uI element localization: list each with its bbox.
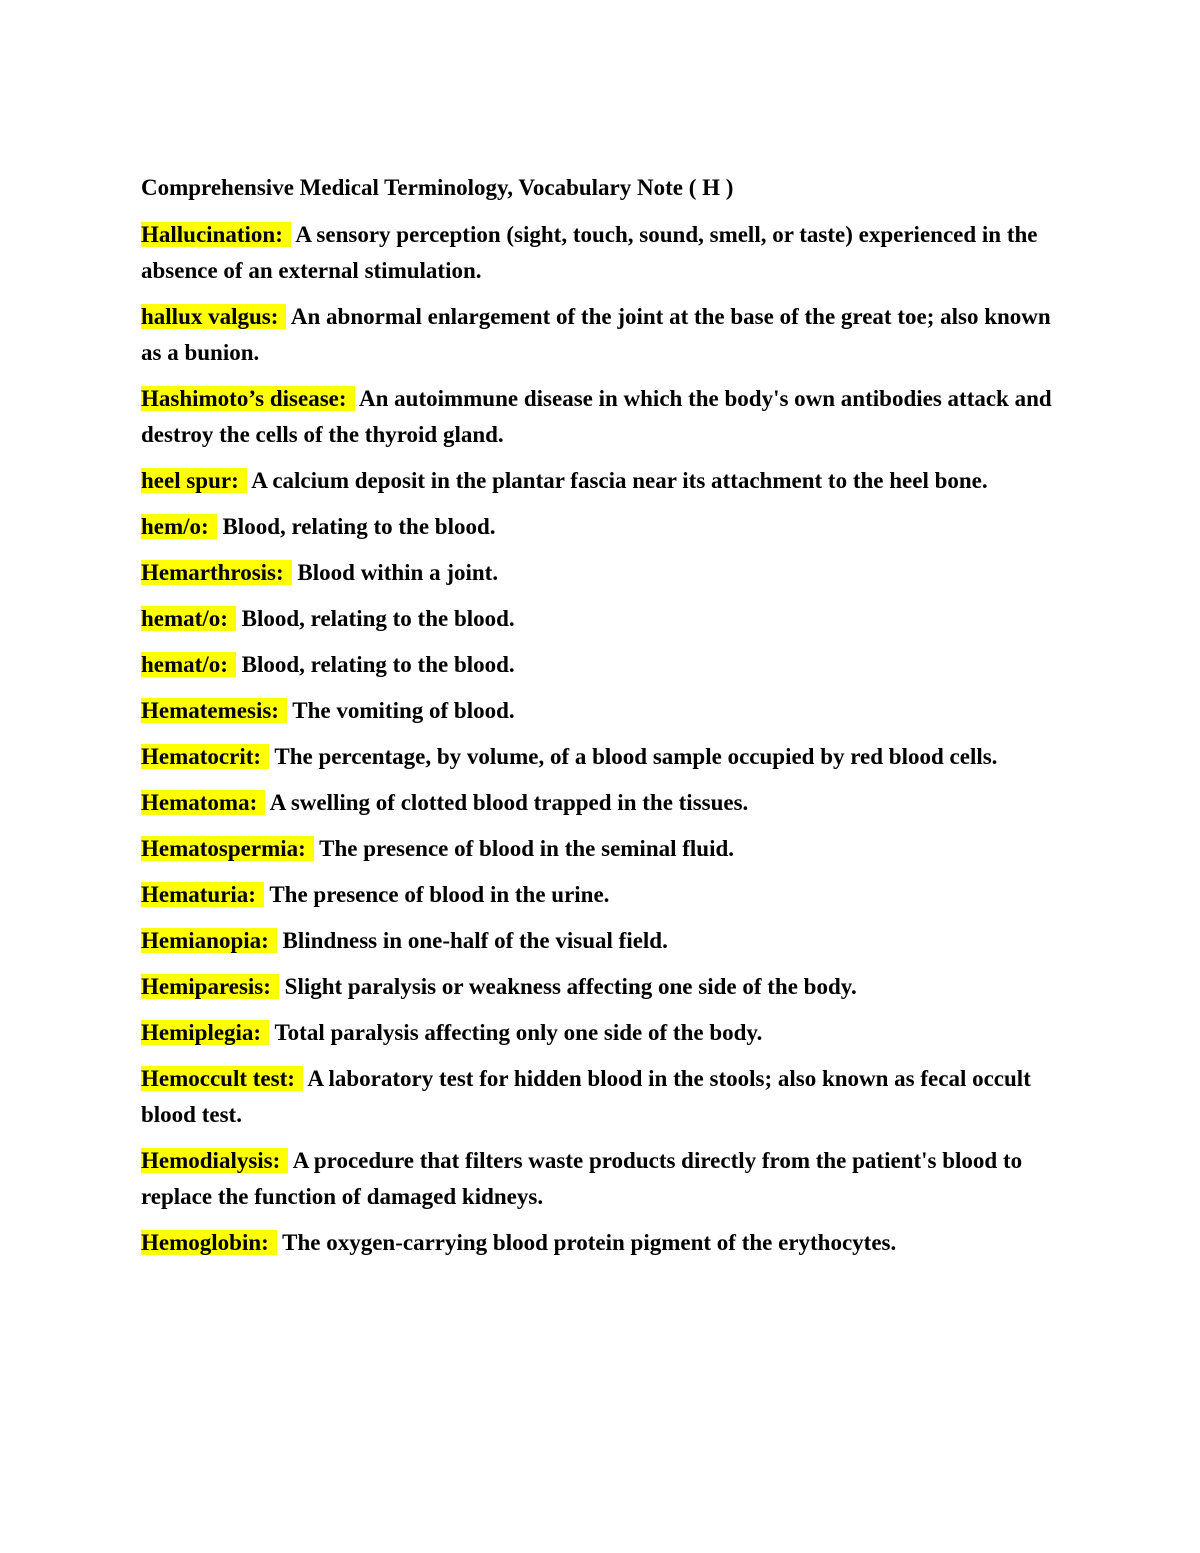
vocabulary-entry <box>141 1015 1066 1051</box>
term-definition: A laboratory test for hidden blood in the stools; also known as fecal occult blood test. <box>141 1066 1031 1127</box>
vocabulary-entry <box>141 923 1066 959</box>
vocabulary-entry <box>141 1061 1066 1133</box>
vocabulary-entry <box>141 877 1066 913</box>
vocabulary-entry <box>141 739 1066 775</box>
highlighted-term: hemat/o: <box>141 652 236 677</box>
term-definition: The oxygen-carrying blood protein pigment of the erythocytes. <box>282 1230 897 1255</box>
vocabulary-entry <box>141 831 1066 867</box>
term-definition: Blindness in one-half of the visual field. <box>282 928 668 953</box>
vocabulary-entry <box>141 969 1066 1005</box>
highlighted-term: Hematuria: <box>141 882 264 907</box>
term-definition: Blood, relating to the blood. <box>241 606 515 631</box>
highlighted-term: Hemoglobin: <box>141 1230 277 1255</box>
highlighted-term: Hematemesis: <box>141 698 287 723</box>
vocabulary-entry <box>141 1225 1066 1261</box>
vocabulary-entry <box>141 217 1066 289</box>
term-definition: A sensory perception (sight, touch, sound, smell, or taste) experienced in the absence of an external stimulation. <box>141 222 1038 283</box>
highlighted-term: Hemoccult test: <box>141 1066 303 1091</box>
highlighted-term: hem/o: <box>141 514 217 539</box>
term-definition: Blood, relating to the blood. <box>241 652 515 677</box>
vocabulary-entry <box>141 381 1066 453</box>
vocabulary-entry <box>141 1143 1066 1215</box>
vocabulary-entry <box>141 555 1066 591</box>
highlighted-term: Hemianopia: <box>141 928 277 953</box>
vocabulary-entry <box>141 693 1066 729</box>
document-title: Comprehensive Medical Terminology, Vocabulary Note ( H ) <box>141 175 734 200</box>
term-definition: Blood within a joint. <box>297 560 499 585</box>
vocabulary-entry <box>141 509 1066 545</box>
term-definition: An autoimmune disease in which the body's own antibodies attack and destroy the cells of the thyroid gland. <box>141 386 1052 447</box>
term-definition: The presence of blood in the seminal fluid. <box>319 836 735 861</box>
term-definition: The percentage, by volume, of a blood sample occupied by red blood cells. <box>274 744 998 769</box>
term-definition: The presence of blood in the urine. <box>269 882 610 907</box>
term-definition: An abnormal enlargement of the joint at the base of the great toe; also known as a bunion. <box>141 304 1051 365</box>
highlighted-term: Hemiparesis: <box>141 974 279 999</box>
term-definition: Blood, relating to the blood. <box>222 514 496 539</box>
highlighted-term: Hemodialysis: <box>141 1148 288 1173</box>
document-body <box>141 170 1066 1271</box>
term-definition: A calcium deposit in the plantar fascia near its attachment to the heel bone. <box>251 468 988 493</box>
highlighted-term: Hematospermia: <box>141 836 314 861</box>
highlighted-term: Hematocrit: <box>141 744 269 769</box>
vocabulary-entry <box>141 785 1066 821</box>
vocabulary-entry <box>141 299 1066 371</box>
term-definition: Total paralysis affecting only one side of the body. <box>274 1020 763 1045</box>
highlighted-term: hallux valgus: <box>141 304 286 329</box>
vocabulary-entry <box>141 647 1066 683</box>
term-definition: The vomiting of blood. <box>292 698 515 723</box>
highlighted-term: hemat/o: <box>141 606 236 631</box>
highlighted-term: heel spur: <box>141 468 247 493</box>
vocabulary-entry <box>141 463 1066 499</box>
vocabulary-list <box>141 217 1066 1261</box>
term-definition: Slight paralysis or weakness affecting one side of the body. <box>284 974 857 999</box>
vocabulary-entry <box>141 601 1066 637</box>
highlighted-term: Hemarthrosis: <box>141 560 292 585</box>
highlighted-term: Hematoma: <box>141 790 265 815</box>
highlighted-term: Hallucination: <box>141 222 291 247</box>
highlighted-term: Hemiplegia: <box>141 1020 269 1045</box>
term-definition: A swelling of clotted blood trapped in the tissues. <box>269 790 749 815</box>
highlighted-term: Hashimoto’s disease: <box>141 386 355 411</box>
term-definition: A procedure that filters waste products directly from the patient's blood to replace the function of damaged kidneys. <box>141 1148 1023 1209</box>
